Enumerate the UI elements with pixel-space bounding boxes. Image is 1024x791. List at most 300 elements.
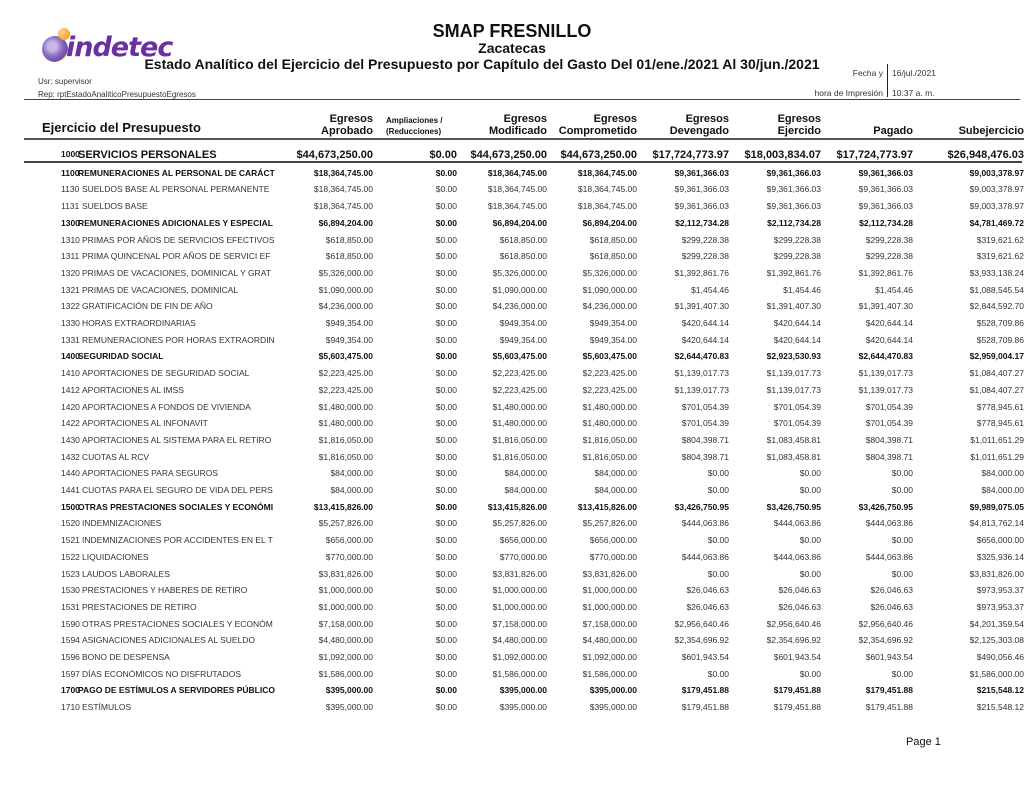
cell-devengado: $1,139,017.73 [674, 368, 729, 379]
row-code: 1523 [61, 568, 80, 579]
cell-ampliaciones: $0.00 [435, 518, 457, 529]
cell-modificado: $84,000.00 [504, 468, 547, 479]
cell-comprometido: $5,257,826.00 [582, 518, 637, 529]
cell-pagado: $804,398.71 [865, 451, 913, 462]
cell-pagado: $1,139,017.73 [858, 368, 913, 379]
cell-comprometido: $84,000.00 [594, 468, 637, 479]
cell-aprobado: $4,236,000.00 [318, 301, 373, 312]
cell-ejercido: $2,354,696.92 [766, 635, 821, 646]
cell-subejercicio: $1,084,407.27 [969, 368, 1024, 379]
cell-aprobado: $949,354.00 [325, 334, 373, 345]
cell-ejercido: $2,956,640.46 [766, 618, 821, 629]
row-description: ESTÍMULOS [82, 702, 132, 713]
concept-row [0, 502, 1024, 519]
cell-devengado: $299,228.38 [681, 251, 729, 262]
cell-devengado: $0.00 [707, 668, 729, 679]
cell-modificado: $1,000,000.00 [492, 585, 547, 596]
cell-pagado: $420,644.14 [865, 334, 913, 345]
cell-subejercicio: $973,953.37 [976, 585, 1024, 596]
cell-ampliaciones: $0.00 [435, 585, 457, 596]
cell-modificado: $1,816,050.00 [492, 451, 547, 462]
cell-ejercido: $701,054.39 [773, 401, 821, 412]
column-header-divider [24, 138, 1024, 140]
cell-pagado: $2,112,734.28 [859, 217, 913, 228]
concept-row [0, 218, 1024, 235]
row-description: SUELDOS BASE [82, 201, 148, 212]
row-code: 1530 [61, 585, 80, 596]
cell-aprobado: $6,894,204.00 [318, 217, 373, 228]
cell-modificado: $18,364,745.00 [487, 184, 547, 195]
cell-aprobado: $618,850.00 [325, 234, 373, 245]
row-code: 1300 [61, 217, 80, 228]
cell-pagado: $9,361,366.03 [858, 184, 913, 195]
cell-subejercicio: $2,844,592.70 [969, 301, 1024, 312]
cell-devengado: $701,054.39 [681, 401, 729, 412]
cell-modificado: $3,831,826.00 [492, 568, 547, 579]
cell-comprometido: $1,480,000.00 [582, 401, 637, 412]
cell-ejercido: $1,083,458.81 [766, 434, 821, 445]
cell-subejercicio: $2,959,004.17 [969, 351, 1024, 362]
cell-pagado: $2,956,640.46 [858, 618, 913, 629]
table-row [0, 669, 1024, 686]
cell-aprobado: $1,480,000.00 [318, 418, 373, 429]
cell-ejercido: $299,228.38 [773, 234, 821, 245]
cell-comprometido: $618,850.00 [589, 251, 637, 262]
column-header-line1: Egresos [777, 113, 821, 125]
row-code: 1594 [61, 635, 80, 646]
concept-row [0, 168, 1024, 185]
row-code: 1590 [61, 618, 80, 629]
column-header-line2: Devengado [669, 125, 729, 137]
row-code: 1131 [61, 201, 80, 212]
table-row [0, 235, 1024, 252]
cell-ejercido: $420,644.14 [773, 334, 821, 345]
cell-pagado: $444,063.86 [865, 518, 913, 529]
cell-ampliaciones: $0.00 [435, 351, 457, 362]
cell-comprometido: $1,000,000.00 [582, 601, 637, 612]
cell-aprobado: $1,816,050.00 [318, 451, 373, 462]
cell-devengado: $17,724,773.97 [652, 149, 729, 161]
cell-pagado: $1,391,407.30 [858, 301, 913, 312]
cell-subejercicio: $1,011,651.29 [970, 451, 1024, 462]
cell-modificado: $949,354.00 [499, 318, 547, 328]
cell-ejercido: $9,361,366.03 [766, 167, 821, 178]
cell-ampliaciones: $0.00 [435, 601, 457, 612]
cell-modificado: $7,158,000.00 [492, 618, 547, 629]
cell-ejercido: $444,063.86 [773, 551, 821, 562]
logo-text: indetec [66, 32, 173, 63]
table-row [0, 535, 1024, 552]
cell-aprobado: $1,480,000.00 [318, 401, 373, 412]
cell-aprobado: $2,223,425.00 [318, 384, 373, 395]
cell-subejercicio: $84,000.00 [981, 468, 1024, 479]
cell-subejercicio: $9,003,378.97 [969, 184, 1024, 195]
row-code: 1000 [61, 149, 80, 159]
row-code: 1522 [61, 551, 80, 562]
cell-aprobado: $18,364,745.00 [313, 201, 373, 212]
cell-ampliaciones: $0.00 [435, 618, 457, 629]
cell-ampliaciones: $0.00 [435, 217, 457, 228]
cell-ejercido: $1,139,017.73 [766, 368, 821, 379]
cell-modificado: $44,673,250.00 [470, 149, 547, 161]
row-description: APORTACIONES PARA SEGUROS [82, 468, 219, 479]
cell-comprometido: $395,000.00 [589, 685, 637, 696]
cell-subejercicio: $215,548.12 [976, 702, 1024, 713]
row-description: GRATIFICACIÓN DE FIN DE AÑO [82, 301, 213, 312]
row-code: 1597 [61, 668, 80, 679]
cell-subejercicio: $778,945.61 [976, 418, 1024, 429]
cell-pagado: $299,228.38 [865, 234, 913, 245]
column-header-subejercicio [914, 125, 1024, 137]
row-description: SERVICIOS PERSONALES [78, 149, 217, 161]
cell-modificado: $770,000.00 [499, 551, 547, 562]
cell-devengado: $26,046.63 [686, 601, 729, 612]
row-code: 1430 [61, 434, 80, 445]
cell-pagado: $2,354,696.92 [858, 635, 913, 646]
cell-pagado: $2,644,470.83 [858, 351, 913, 362]
row-description: HORAS EXTRAORDINARIAS [82, 318, 196, 328]
cell-subejercicio: $528,709.86 [976, 334, 1024, 345]
cell-aprobado: $18,364,745.00 [313, 167, 373, 178]
cell-aprobado: $84,000.00 [330, 468, 373, 479]
table-row [0, 452, 1024, 469]
cell-devengado: $701,054.39 [681, 418, 729, 429]
row-code: 1420 [61, 401, 80, 412]
cell-pagado: $26,046.63 [870, 585, 913, 596]
cell-aprobado: $13,415,826.00 [313, 501, 373, 512]
cell-ejercido: $9,361,366.03 [766, 184, 821, 195]
cell-aprobado: $4,480,000.00 [318, 635, 373, 646]
cell-ampliaciones: $0.00 [435, 451, 457, 462]
cell-comprometido: $2,223,425.00 [582, 368, 637, 379]
row-description: REMUNERACIONES ADICIONALES Y ESPECIAL [78, 217, 273, 228]
cell-devengado: $0.00 [707, 535, 729, 546]
cell-comprometido: $1,480,000.00 [582, 418, 637, 429]
cell-aprobado: $2,223,425.00 [318, 368, 373, 379]
cell-aprobado: $1,092,000.00 [318, 652, 373, 662]
cell-ejercido: $0.00 [799, 535, 821, 546]
row-code: 1531 [61, 601, 80, 612]
cell-devengado: $0.00 [707, 468, 729, 479]
cell-modificado: $18,364,745.00 [487, 201, 547, 212]
row-code: 1412 [61, 384, 80, 395]
column-header-line2: Aprobado [321, 125, 373, 137]
row-code: 1331 [61, 334, 80, 345]
row-code: 1422 [61, 418, 80, 429]
cell-aprobado: $1,586,000.00 [318, 668, 373, 679]
cell-comprometido: $18,364,745.00 [577, 167, 637, 178]
cell-comprometido: $3,831,826.00 [582, 568, 637, 579]
cell-ampliaciones: $0.00 [435, 635, 457, 646]
cell-ejercido: $444,063.86 [773, 518, 821, 529]
cell-pagado: $9,361,366.03 [858, 167, 913, 178]
cell-modificado: $1,480,000.00 [492, 418, 547, 429]
row-description: SUELDOS BASE AL PERSONAL PERMANENTE [82, 184, 270, 195]
cell-aprobado: $1,816,050.00 [318, 434, 373, 445]
report-title: Estado Analítico del Ejercicio del Presupuesto por Capítulo del Gasto Del 01/ene./2021 Al 30/jun./2021 [144, 56, 820, 72]
cell-modificado: $1,092,000.00 [492, 652, 547, 662]
row-description: APORTACIONES AL INFONAVIT [82, 418, 208, 429]
cell-subejercicio: $3,933,138.24 [969, 267, 1024, 278]
table-row [0, 435, 1024, 452]
cell-pagado: $1,392,861.76 [858, 267, 913, 278]
table-row [0, 569, 1024, 586]
cell-pagado: $420,644.14 [865, 318, 913, 328]
cell-subejercicio: $1,586,000.00 [969, 668, 1024, 679]
cell-aprobado: $395,000.00 [325, 685, 373, 696]
cell-comprometido: $18,364,745.00 [577, 184, 637, 195]
cell-ampliaciones: $0.00 [435, 184, 457, 195]
cell-pagado: $0.00 [891, 468, 913, 479]
cell-comprometido: $949,354.00 [589, 334, 637, 345]
table-row [0, 552, 1024, 569]
cell-ejercido: $299,228.38 [773, 251, 821, 262]
column-header-line2: Comprometido [558, 125, 637, 137]
cell-modificado: $4,480,000.00 [492, 635, 547, 646]
cell-ejercido: $701,054.39 [773, 418, 821, 429]
date-separator [887, 64, 888, 97]
cell-comprometido: $18,364,745.00 [577, 201, 637, 212]
cell-modificado: $1,586,000.00 [492, 668, 547, 679]
cell-subejercicio: $84,000.00 [981, 485, 1024, 495]
cell-comprometido: $2,223,425.00 [582, 384, 637, 395]
row-code: 1330 [61, 318, 80, 328]
cell-pagado: $9,361,366.03 [858, 201, 913, 212]
cell-ejercido: $26,046.63 [778, 585, 821, 596]
cell-devengado: $2,112,734.28 [675, 217, 729, 228]
cell-pagado: $0.00 [891, 535, 913, 546]
cell-pagado: $3,426,750.95 [858, 501, 913, 512]
cell-devengado: $3,426,750.95 [674, 501, 729, 512]
cell-subejercicio: $973,953.37 [976, 601, 1024, 612]
row-description: PAGO DE ESTÍMULOS A SERVIDORES PÚBLICO [78, 685, 275, 696]
cell-devengado: $1,391,407.30 [674, 301, 729, 312]
column-header-line1: Egresos [329, 113, 373, 125]
column-header-line2: Modificado [488, 125, 547, 137]
cell-aprobado: $3,831,826.00 [318, 568, 373, 579]
cell-ejercido: $26,046.63 [778, 601, 821, 612]
table-row [0, 285, 1024, 302]
cell-devengado: $2,956,640.46 [674, 618, 729, 629]
cell-aprobado: $18,364,745.00 [313, 184, 373, 195]
cell-ejercido: $2,923,530.93 [766, 351, 821, 362]
row-description: REMUNERACIONES POR HORAS EXTRAORDIN [82, 334, 275, 345]
cell-modificado: $2,223,425.00 [492, 368, 547, 379]
cell-ampliaciones: $0.00 [435, 334, 457, 345]
cell-aprobado: $618,850.00 [325, 251, 373, 262]
column-header-line2: Subejercicio [958, 125, 1024, 137]
cell-aprobado: $949,354.00 [325, 318, 373, 328]
cell-devengado: $1,392,861.76 [674, 267, 729, 278]
cell-ampliaciones: $0.00 [435, 384, 457, 395]
entity-title: SMAP FRESNILLO [432, 21, 592, 41]
cell-comprometido: $5,603,475.00 [582, 351, 637, 362]
row-description: APORTACIONES DE SEGURIDAD SOCIAL [82, 368, 250, 379]
row-code: 1321 [61, 284, 80, 295]
cell-comprometido: $1,586,000.00 [582, 668, 637, 679]
cell-ejercido: $0.00 [799, 668, 821, 679]
cell-ampliaciones: $0.00 [435, 167, 457, 178]
cell-comprometido: $618,850.00 [589, 234, 637, 245]
cell-comprometido: $84,000.00 [594, 485, 637, 495]
cell-subejercicio: $4,201,359.54 [969, 618, 1024, 629]
cell-pagado: $0.00 [891, 568, 913, 579]
row-description: PRIMAS DE VACACIONES, DOMINICAL [82, 284, 239, 295]
cell-modificado: $656,000.00 [499, 535, 547, 546]
cell-pagado: $299,228.38 [865, 251, 913, 262]
row-code: 1596 [61, 652, 80, 662]
cell-modificado: $1,090,000.00 [492, 284, 547, 295]
row-description: CUOTAS AL RCV [82, 451, 150, 462]
report-id-line: Rep: rptEstadoAnaliticoPresupuestoEgresos [38, 90, 196, 99]
cell-subejercicio: $4,813,762.14 [969, 518, 1024, 529]
cell-devengado: $601,943.54 [681, 652, 729, 662]
cell-comprometido: $1,090,000.00 [582, 284, 637, 295]
cell-pagado: $804,398.71 [865, 434, 913, 445]
cell-subejercicio: $490,056.46 [976, 652, 1024, 662]
cell-modificado: $18,364,745.00 [487, 167, 547, 178]
cell-devengado: $804,398.71 [681, 434, 729, 445]
cell-ampliaciones: $0.00 [435, 401, 457, 412]
cell-subejercicio: $4,781,469.72 [969, 217, 1024, 228]
row-description: PRIMAS DE VACACIONES, DOMINICAL Y GRAT [82, 267, 271, 278]
cell-subejercicio: $26,948,476.03 [947, 149, 1024, 161]
cell-comprometido: $5,326,000.00 [582, 267, 637, 278]
cell-pagado: $444,063.86 [865, 551, 913, 562]
cell-devengado: $1,454.46 [691, 284, 729, 295]
cell-ampliaciones: $0.00 [435, 318, 457, 328]
cell-ejercido: $1,392,861.76 [766, 267, 821, 278]
chapter-row [0, 149, 1024, 166]
cell-ampliaciones: $0.00 [435, 668, 457, 679]
table-row [0, 485, 1024, 502]
cell-ejercido: $0.00 [799, 468, 821, 479]
row-description: CUOTAS PARA EL SEGURO DE VIDA DEL PERS [82, 485, 273, 495]
row-code: 1432 [61, 451, 80, 462]
cell-subejercicio: $9,003,378.97 [969, 167, 1024, 178]
cell-ampliaciones: $0.00 [435, 702, 457, 713]
cell-ejercido: $9,361,366.03 [766, 201, 821, 212]
cell-ampliaciones: $0.00 [429, 149, 457, 161]
table-row [0, 402, 1024, 419]
cell-subejercicio: $656,000.00 [976, 535, 1024, 546]
row-code: 1500 [61, 501, 80, 512]
cell-devengado: $179,451.88 [681, 685, 729, 696]
table-row [0, 335, 1024, 352]
cell-subejercicio: $1,084,407.27 [969, 384, 1024, 395]
header-divider [24, 99, 1020, 100]
cell-pagado: $17,724,773.97 [836, 149, 913, 161]
cell-comprometido: $656,000.00 [589, 535, 637, 546]
cell-devengado: $420,644.14 [681, 318, 729, 328]
cell-modificado: $1,480,000.00 [492, 401, 547, 412]
column-header-ejercicio: Ejercicio del Presupuesto [42, 120, 201, 135]
cell-devengado: $179,451.88 [681, 702, 729, 713]
cell-devengado: $2,354,696.92 [674, 635, 729, 646]
cell-ampliaciones: $0.00 [435, 201, 457, 212]
cell-comprometido: $4,480,000.00 [582, 635, 637, 646]
cell-ejercido: $420,644.14 [773, 318, 821, 328]
table-row [0, 518, 1024, 535]
cell-ejercido: $1,139,017.73 [766, 384, 821, 395]
column-header-line2: (Reducciones) [386, 127, 442, 136]
cell-ampliaciones: $0.00 [435, 368, 457, 379]
cell-ampliaciones: $0.00 [435, 284, 457, 295]
cell-ampliaciones: $0.00 [435, 652, 457, 662]
cell-ampliaciones: $0.00 [435, 418, 457, 429]
cell-pagado: $0.00 [891, 668, 913, 679]
cell-ejercido: $179,451.88 [773, 685, 821, 696]
cell-aprobado: $5,257,826.00 [318, 518, 373, 529]
cell-ejercido: $0.00 [799, 485, 821, 495]
cell-aprobado: $7,158,000.00 [318, 618, 373, 629]
cell-devengado: $0.00 [707, 568, 729, 579]
cell-aprobado: $84,000.00 [330, 485, 373, 495]
cell-comprometido: $395,000.00 [589, 702, 637, 713]
cell-ampliaciones: $0.00 [435, 501, 457, 512]
row-description: PRIMA QUINCENAL POR AÑOS DE SERVICI EF [82, 251, 271, 262]
cell-devengado: $0.00 [707, 485, 729, 495]
cell-ampliaciones: $0.00 [435, 251, 457, 262]
cell-pagado: $179,451.88 [865, 685, 913, 696]
cell-aprobado: $656,000.00 [325, 535, 373, 546]
cell-ejercido: $601,943.54 [773, 652, 821, 662]
column-header-aprobado [265, 113, 373, 137]
concept-row [0, 685, 1024, 702]
cell-aprobado: $44,673,250.00 [296, 149, 373, 161]
row-code: 1320 [61, 267, 80, 278]
cell-aprobado: $1,000,000.00 [318, 601, 373, 612]
column-header-line1: Egresos [593, 113, 637, 125]
cell-devengado: $444,063.86 [681, 518, 729, 529]
print-time-value: 10:37 a. m. [892, 88, 935, 98]
cell-comprometido: $1,092,000.00 [582, 652, 637, 662]
column-header-line2: Pagado [873, 125, 913, 137]
cell-aprobado: $770,000.00 [325, 551, 373, 562]
row-description: APORTACIONES AL SISTEMA PARA EL RETIRO [82, 434, 272, 445]
row-description: APORTACIONES AL IMSS [82, 384, 184, 395]
cell-comprometido: $7,158,000.00 [582, 618, 637, 629]
row-description: PRESTACIONES Y HABERES DE RETIRO [82, 585, 248, 596]
cell-ampliaciones: $0.00 [435, 568, 457, 579]
row-code: 1311 [61, 251, 80, 262]
cell-devengado: $1,139,017.73 [674, 384, 729, 395]
cell-modificado: $395,000.00 [499, 685, 547, 696]
cell-subejercicio: $528,709.86 [976, 318, 1024, 328]
cell-modificado: $84,000.00 [504, 485, 547, 495]
table-row [0, 619, 1024, 636]
cell-comprometido: $13,415,826.00 [577, 501, 637, 512]
column-header-line1: Egresos [503, 113, 547, 125]
table-row [0, 418, 1024, 435]
table-row [0, 318, 1024, 335]
cell-pagado: $701,054.39 [865, 401, 913, 412]
cell-subejercicio: $778,945.61 [976, 401, 1024, 412]
row-description: OTRAS PRESTACIONES SOCIALES Y ECONÓMI [78, 501, 274, 512]
row-code: 1700 [61, 685, 80, 696]
cell-modificado: $618,850.00 [499, 234, 547, 245]
cell-ampliaciones: $0.00 [435, 485, 457, 495]
table-row [0, 602, 1024, 619]
cell-ampliaciones: $0.00 [435, 468, 457, 479]
cell-devengado: $420,644.14 [681, 334, 729, 345]
cell-comprometido: $1,000,000.00 [582, 585, 637, 596]
table-row [0, 468, 1024, 485]
column-header-pagado [803, 125, 913, 137]
cell-ampliaciones: $0.00 [435, 267, 457, 278]
cell-ejercido: $1,454.46 [783, 284, 821, 295]
cell-ejercido: $1,083,458.81 [766, 451, 821, 462]
